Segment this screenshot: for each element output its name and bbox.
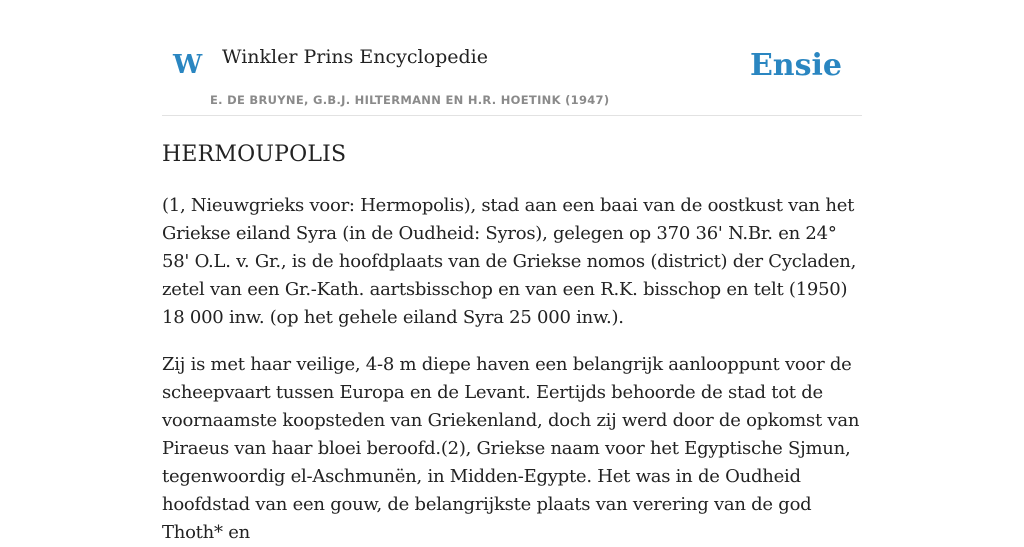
article-paragraph-2: Zij is met haar veilige, 4-8 m diepe haven een belangrijk aanlooppunt voor de scheepvaart tussen Europa en de Levant. Eertijds behoorde de stad tot de voornaamste koopsteden van Griekenland, doch zij werd door de opkomst van Piraeus van haar bloei beroofd.(2), Griekse naam voor het Egyptische Sjmun, tegenwoordig el-Aschmunën, in Midden-Egypte. Het was in de Oudheid hoofdstad van een gouw, de belangrijkste plaats van verering van de god Thoth* en	[162, 354, 860, 543]
site-logo[interactable]: W	[173, 50, 203, 80]
site-header	[162, 0, 862, 116]
brand-logo[interactable]: Ensie	[749, 48, 842, 83]
authors-line: E. DE BRUYNE, G.B.J. HILTERMANN EN H.R. HOETINK (1947)	[210, 93, 610, 107]
article-title: HERMOUPOLIS	[162, 142, 347, 167]
article	[162, 140, 862, 547]
article-paragraph-1: (1, Nieuwgrieks voor: Hermopolis), stad aan een baai van de oostkust van het Griekse eiland Syra (in de Oudheid: Syros), gelegen op 370 36' N.Br. en 24° 58' O.L. v. Gr., is de hoofdplaats van de Griekse nomos (district) der Cycladen, zetel van een Gr.-Kath. aartsbisschop en van een R.K. bisschop en telt (1950) 18 000 inw. (op het gehele eiland Syra 25 000 inw.).	[162, 195, 857, 328]
site-title[interactable]: Winkler Prins Encyclopedie	[222, 46, 488, 68]
